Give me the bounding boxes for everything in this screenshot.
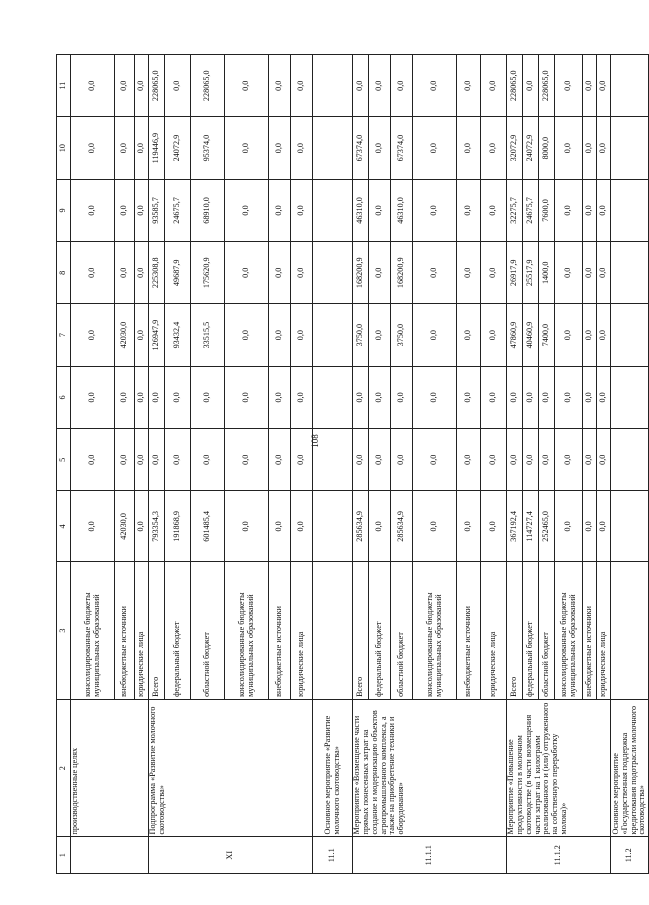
source-label: внебюджетные источники xyxy=(457,562,481,700)
value-cell: 228065,0 xyxy=(191,55,225,117)
value-cell: 0,0 xyxy=(71,117,115,179)
value-cell xyxy=(611,491,649,562)
value-cell: 228065,0 xyxy=(149,55,165,117)
row-code: XI xyxy=(149,837,313,874)
value-cell: 0,0 xyxy=(269,242,291,304)
header-cell: 10 xyxy=(57,117,71,179)
value-cell: 0,0 xyxy=(481,429,507,491)
value-cell xyxy=(611,117,649,179)
value-cell: 0,0 xyxy=(225,429,269,491)
value-cell: 0,0 xyxy=(115,55,135,117)
row-code xyxy=(71,837,149,874)
value-cell xyxy=(611,242,649,304)
value-cell: 0,0 xyxy=(369,55,391,117)
value-cell xyxy=(313,491,353,562)
value-cell: 0,0 xyxy=(291,242,313,304)
table-row xyxy=(71,55,115,874)
value-cell: 0,0 xyxy=(481,55,507,117)
value-cell: 0,0 xyxy=(539,429,555,491)
header-cell: 9 xyxy=(57,179,71,241)
value-cell: 0,0 xyxy=(583,491,597,562)
value-cell: 0,0 xyxy=(481,179,507,241)
value-cell: 25517,9 xyxy=(523,242,539,304)
value-cell: 0,0 xyxy=(457,179,481,241)
value-cell: 0,0 xyxy=(413,55,457,117)
value-cell: 49687,9 xyxy=(165,242,191,304)
value-cell: 93585,7 xyxy=(149,179,165,241)
header-cell: 2 xyxy=(57,699,71,837)
header-cell: 5 xyxy=(57,429,71,491)
value-cell: 0,0 xyxy=(555,55,583,117)
source-label: внебюджетные источники xyxy=(583,562,597,700)
source-label: консолидированные бюджеты муниципальных образований xyxy=(71,562,115,700)
rotated-page-content xyxy=(56,54,647,874)
value-cell: 0,0 xyxy=(115,429,135,491)
value-cell: 0,0 xyxy=(135,429,149,491)
table-row xyxy=(353,55,369,874)
source-label: Всего xyxy=(353,562,369,700)
header-cell: 6 xyxy=(57,366,71,428)
value-cell: 0,0 xyxy=(539,366,555,428)
value-cell: 252465,0 xyxy=(539,491,555,562)
value-cell: 0,0 xyxy=(597,304,611,366)
value-cell: 3750,0 xyxy=(353,304,369,366)
table-row xyxy=(507,55,523,874)
value-cell: 0,0 xyxy=(597,491,611,562)
value-cell: 0,0 xyxy=(391,55,413,117)
value-cell: 0,0 xyxy=(481,491,507,562)
value-cell: 225308,8 xyxy=(149,242,165,304)
value-cell: 793354,3 xyxy=(149,491,165,562)
value-cell: 0,0 xyxy=(225,117,269,179)
value-cell: 24675,7 xyxy=(165,179,191,241)
value-cell: 0,0 xyxy=(597,117,611,179)
value-cell: 0,0 xyxy=(457,429,481,491)
value-cell: 24675,7 xyxy=(523,179,539,241)
value-cell: 0,0 xyxy=(369,366,391,428)
source-label: Всего xyxy=(507,562,523,700)
value-cell: 0,0 xyxy=(71,429,115,491)
value-cell: 0,0 xyxy=(457,491,481,562)
value-cell: 68910,0 xyxy=(191,179,225,241)
value-cell: 7400,0 xyxy=(539,304,555,366)
value-cell: 114727,4 xyxy=(523,491,539,562)
value-cell: 0,0 xyxy=(135,55,149,117)
value-cell: 0,0 xyxy=(507,366,523,428)
value-cell: 0,0 xyxy=(135,117,149,179)
table-row xyxy=(149,55,165,874)
value-cell: 0,0 xyxy=(481,366,507,428)
source-label: областной бюджет xyxy=(539,562,555,700)
value-cell: 0,0 xyxy=(115,179,135,241)
value-cell: 0,0 xyxy=(369,491,391,562)
value-cell: 0,0 xyxy=(115,242,135,304)
value-cell xyxy=(611,366,649,428)
value-cell: 0,0 xyxy=(291,491,313,562)
row-code: 11.1.1 xyxy=(353,837,507,874)
header-cell: 11 xyxy=(57,55,71,117)
source-label: юридические лица xyxy=(135,562,149,700)
value-cell: 0,0 xyxy=(353,429,369,491)
value-cell: 0,0 xyxy=(353,55,369,117)
value-cell: 0,0 xyxy=(135,491,149,562)
value-cell xyxy=(611,179,649,241)
value-cell: 0,0 xyxy=(135,304,149,366)
value-cell xyxy=(313,242,353,304)
value-cell: 0,0 xyxy=(269,179,291,241)
row-title: Мероприятие «Повышение продуктивности в молочном скотоводстве (в части возмещения части затрат на 1 килограмм реализованного и (или) отгруженного на собственную переработку молока)» xyxy=(507,699,611,837)
value-cell: 0,0 xyxy=(583,179,597,241)
value-cell xyxy=(313,304,353,366)
value-cell: 0,0 xyxy=(291,55,313,117)
value-cell: 0,0 xyxy=(269,366,291,428)
value-cell: 0,0 xyxy=(555,366,583,428)
value-cell xyxy=(611,55,649,117)
source-label: консолидированные бюджеты муниципальных образований xyxy=(555,562,583,700)
value-cell: 0,0 xyxy=(391,366,413,428)
value-cell: 0,0 xyxy=(135,179,149,241)
value-cell: 228065,0 xyxy=(539,55,555,117)
value-cell: 0,0 xyxy=(413,366,457,428)
value-cell: 67374,0 xyxy=(353,117,369,179)
value-cell: 0,0 xyxy=(583,366,597,428)
value-cell: 0,0 xyxy=(269,117,291,179)
value-cell: 8000,0 xyxy=(539,117,555,179)
value-cell: 0,0 xyxy=(583,429,597,491)
value-cell: 0,0 xyxy=(413,117,457,179)
value-cell: 0,0 xyxy=(369,117,391,179)
value-cell: 0,0 xyxy=(413,491,457,562)
value-cell: 0,0 xyxy=(71,242,115,304)
value-cell: 0,0 xyxy=(597,55,611,117)
value-cell: 95374,0 xyxy=(191,117,225,179)
row-code: 11.1.2 xyxy=(507,837,611,874)
value-cell: 0,0 xyxy=(523,55,539,117)
source-label: юридические лица xyxy=(291,562,313,700)
value-cell xyxy=(313,429,353,491)
value-cell: 0,0 xyxy=(523,366,539,428)
value-cell: 0,0 xyxy=(597,179,611,241)
value-cell xyxy=(313,366,353,428)
value-cell: 0,0 xyxy=(369,304,391,366)
value-cell: 40460,9 xyxy=(523,304,539,366)
value-cell: 0,0 xyxy=(291,366,313,428)
value-cell: 0,0 xyxy=(369,179,391,241)
value-cell: 0,0 xyxy=(225,491,269,562)
value-cell: 0,0 xyxy=(583,55,597,117)
value-cell: 0,0 xyxy=(269,429,291,491)
value-cell: 0,0 xyxy=(457,117,481,179)
value-cell xyxy=(313,117,353,179)
row-title: Подпрограмма «Развитие молочного скотоводства» xyxy=(149,699,313,837)
value-cell: 0,0 xyxy=(291,179,313,241)
value-cell: 0,0 xyxy=(369,242,391,304)
source-label: федеральный бюджет xyxy=(165,562,191,700)
value-cell: 0,0 xyxy=(555,242,583,304)
value-cell: 7600,0 xyxy=(539,179,555,241)
value-cell: 0,0 xyxy=(149,366,165,428)
value-cell: 0,0 xyxy=(225,55,269,117)
value-cell: 0,0 xyxy=(413,179,457,241)
value-cell xyxy=(313,55,353,117)
source-label: юридические лица xyxy=(597,562,611,700)
value-cell: 0,0 xyxy=(457,55,481,117)
value-cell: 119446,9 xyxy=(149,117,165,179)
value-cell: 42030,0 xyxy=(115,491,135,562)
value-cell: 0,0 xyxy=(597,242,611,304)
value-cell: 3750,0 xyxy=(391,304,413,366)
value-cell: 0,0 xyxy=(457,304,481,366)
value-cell: 191868,9 xyxy=(165,491,191,562)
value-cell: 168200,9 xyxy=(353,242,369,304)
value-cell: 0,0 xyxy=(225,366,269,428)
source-label: внебюджетные источники xyxy=(115,562,135,700)
value-cell: 0,0 xyxy=(191,366,225,428)
value-cell: 0,0 xyxy=(413,429,457,491)
value-cell: 24072,9 xyxy=(165,117,191,179)
value-cell: 0,0 xyxy=(165,55,191,117)
value-cell: 0,0 xyxy=(413,242,457,304)
value-cell: 0,0 xyxy=(115,366,135,428)
value-cell: 0,0 xyxy=(291,304,313,366)
header-row xyxy=(57,55,71,874)
header-cell: 4 xyxy=(57,491,71,562)
value-cell: 0,0 xyxy=(269,304,291,366)
value-cell: 0,0 xyxy=(481,304,507,366)
value-cell: 0,0 xyxy=(353,366,369,428)
value-cell: 93432,4 xyxy=(165,304,191,366)
page-number: 108 xyxy=(309,434,320,448)
value-cell: 0,0 xyxy=(71,491,115,562)
value-cell: 175620,9 xyxy=(191,242,225,304)
row-title: Основное мероприятие «Государственная поддержка кредитования подотрасли молочного скотоводства» xyxy=(611,699,649,837)
value-cell: 0,0 xyxy=(481,242,507,304)
row-title: Основное мероприятие «Развитие молочного скотоводства» xyxy=(313,699,353,837)
source-label: внебюджетные источники xyxy=(269,562,291,700)
value-cell: 46310,0 xyxy=(391,179,413,241)
value-cell: 33515,5 xyxy=(191,304,225,366)
table-row xyxy=(611,55,649,874)
value-cell: 285634,9 xyxy=(391,491,413,562)
value-cell: 32072,9 xyxy=(507,117,523,179)
value-cell: 0,0 xyxy=(71,55,115,117)
source-label: областной бюджет xyxy=(391,562,413,700)
value-cell: 47860,9 xyxy=(507,304,523,366)
value-cell: 0,0 xyxy=(165,366,191,428)
value-cell: 0,0 xyxy=(507,429,523,491)
source-label: консолидированные бюджеты муниципальных образований xyxy=(413,562,457,700)
value-cell: 0,0 xyxy=(597,366,611,428)
source-label xyxy=(611,562,649,700)
value-cell: 0,0 xyxy=(71,304,115,366)
header-cell: 1 xyxy=(57,837,71,874)
value-cell: 0,0 xyxy=(269,491,291,562)
value-cell xyxy=(313,179,353,241)
source-label: консолидированные бюджеты муниципальных образований xyxy=(225,562,269,700)
value-cell: 126947,9 xyxy=(149,304,165,366)
value-cell: 367192,4 xyxy=(507,491,523,562)
value-cell: 0,0 xyxy=(555,117,583,179)
value-cell: 24072,9 xyxy=(523,117,539,179)
row-title: производственные целях xyxy=(71,699,149,837)
value-cell: 0,0 xyxy=(523,429,539,491)
value-cell: 0,0 xyxy=(291,117,313,179)
header-cell: 3 xyxy=(57,562,71,700)
row-code: 11.1 xyxy=(313,837,353,874)
value-cell xyxy=(611,429,649,491)
value-cell: 0,0 xyxy=(225,242,269,304)
header-cell: 7 xyxy=(57,304,71,366)
value-cell: 1400,0 xyxy=(539,242,555,304)
value-cell: 0,0 xyxy=(555,304,583,366)
value-cell: 0,0 xyxy=(115,117,135,179)
value-cell: 168200,9 xyxy=(391,242,413,304)
value-cell: 0,0 xyxy=(165,429,191,491)
value-cell xyxy=(611,304,649,366)
value-cell: 0,0 xyxy=(457,366,481,428)
value-cell: 42030,0 xyxy=(115,304,135,366)
value-cell: 0,0 xyxy=(583,304,597,366)
value-cell: 0,0 xyxy=(413,304,457,366)
value-cell: 26917,9 xyxy=(507,242,523,304)
row-code: 11.2 xyxy=(611,837,649,874)
value-cell: 0,0 xyxy=(71,179,115,241)
source-label xyxy=(313,562,353,700)
value-cell: 0,0 xyxy=(149,429,165,491)
value-cell: 0,0 xyxy=(391,429,413,491)
table-row xyxy=(313,55,353,874)
value-cell: 0,0 xyxy=(71,366,115,428)
row-title: Мероприятие «Возмещение части прямых понесенных затрат на создание и модернизацию объектов агропромышленного комплекса, а также на приобретение техники и оборудования» xyxy=(353,699,507,837)
value-cell: 32275,7 xyxy=(507,179,523,241)
source-label: Всего xyxy=(149,562,165,700)
source-label: областной бюджет xyxy=(191,562,225,700)
value-cell: 0,0 xyxy=(225,304,269,366)
value-cell: 0,0 xyxy=(555,179,583,241)
value-cell: 601485,4 xyxy=(191,491,225,562)
value-cell: 0,0 xyxy=(225,179,269,241)
value-cell: 0,0 xyxy=(291,429,313,491)
value-cell: 228065,0 xyxy=(507,55,523,117)
value-cell: 0,0 xyxy=(191,429,225,491)
value-cell: 285634,9 xyxy=(353,491,369,562)
value-cell: 46310,0 xyxy=(353,179,369,241)
value-cell: 67374,0 xyxy=(391,117,413,179)
budget-table xyxy=(56,54,649,874)
value-cell: 0,0 xyxy=(597,429,611,491)
value-cell: 0,0 xyxy=(481,117,507,179)
value-cell: 0,0 xyxy=(269,55,291,117)
value-cell: 0,0 xyxy=(555,429,583,491)
source-label: юридические лица xyxy=(481,562,507,700)
value-cell: 0,0 xyxy=(457,242,481,304)
value-cell: 0,0 xyxy=(135,242,149,304)
value-cell: 0,0 xyxy=(135,366,149,428)
value-cell: 0,0 xyxy=(583,117,597,179)
value-cell: 0,0 xyxy=(555,491,583,562)
source-label: федеральный бюджет xyxy=(523,562,539,700)
value-cell: 0,0 xyxy=(369,429,391,491)
value-cell: 0,0 xyxy=(583,242,597,304)
header-cell: 8 xyxy=(57,242,71,304)
source-label: федеральный бюджет xyxy=(369,562,391,700)
